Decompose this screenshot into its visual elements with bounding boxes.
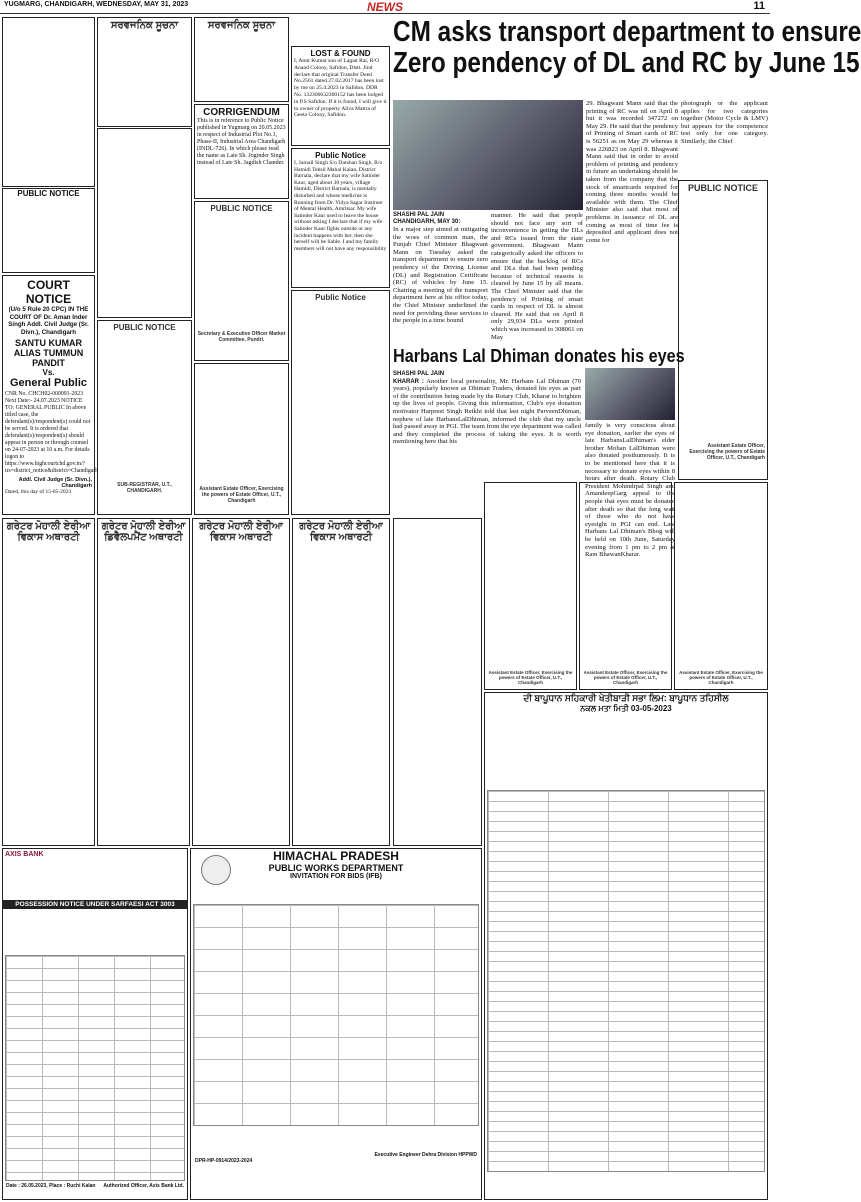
hp-pwd-notice — [190, 848, 482, 1200]
corrigendum — [194, 104, 289, 199]
axis-bank-notice — [2, 848, 188, 1200]
masthead — [0, 0, 770, 14]
court-notice-party: SANTU KUMAR ALIAS TUMMUN PANDIT — [13, 338, 84, 368]
court-notice-vs: Vs. — [42, 368, 55, 377]
second-col-1-text: Another local personality, Mr. Harbans Lal Dhiman (70 years), popularly known as Dhiman Traders, donated his eyes as part of the contribution being made by the Rotary Club, Kharar to brighten up the lives of people. Giving this information, Club's eye donation motivator Harpreet Singh Reikhi told that last night ParveenDhiman, nephew of late HarbansLalDhiman, informed the club that my uncle had passed away in PGI. The team from the eye department was called and they completed the process of taking the eyes. It is worth mentioning here that his — [393, 377, 581, 446]
lost-found-title: LOST & FOUND — [310, 49, 371, 58]
public-notice-right-sign: Assistant Estate Officer, Exercising the powers of Estate Officer, U.T., Chandigarh — [689, 443, 765, 461]
possession-table — [5, 955, 185, 1181]
punjabi-ad-4 — [292, 518, 390, 846]
lead-col-4b-text: Similarly, the Chief — [681, 137, 733, 145]
hp-sub2: INVITATION FOR BIDS (IFB) — [290, 873, 382, 880]
cooperative-sub: ਨਕਲ ਮਤਾ ਮਿਤੀ 03-05-2023 — [580, 704, 672, 713]
punjabi-public-notice-2 — [97, 128, 192, 318]
cooperative-table — [487, 790, 765, 1172]
punjabi-public-notice-4 — [291, 290, 390, 515]
lead-byline-dateline: CHANDIGARH, MAY 30: — [393, 219, 461, 225]
court-notice-title: COURT NOTICE — [25, 278, 72, 306]
court-notice-sign: Addl. Civil Judge (Sr. Divn.), Chandigarh — [18, 477, 92, 489]
second-story-photo — [585, 368, 675, 420]
corrigendum-body: This is in reference to Public Notice published in Yugmarg on 20.05.2023 in respect of Industrial Plot No.1, Phase-II, Industrial Area Chandigarh (INDL-726). In which please read the name as Late Sh. Joginder Singh instead of Late Sh. Jagdish Chander. — [197, 118, 286, 166]
lead-col-2b-text: The Chief Minister said that the pendency of Printing of smart cards in respect of DL is almost cleared. He said that on April 8 only 29,934 DLs were printed which was increased to 308061 on May — [491, 287, 583, 341]
possession-title: POSSESSION NOTICE UNDER SARFAESI ACT 3003 — [3, 900, 187, 909]
punjabi-public-notice-1-title: ਸਰਵਜਨਿਕ ਸੂਚਨਾ — [110, 20, 179, 31]
second-byline-name: SHASHI PAL JAIN — [393, 371, 445, 377]
corrigendum-title: CORRIGENDUM — [203, 107, 280, 118]
punjabi-ad-2-title: ਗਰੇਟਰ ਮੋਹਾਲੀ ਏਰੀਆ ਡਿਵੈਲਪਮੈਂਟ ਅਥਾਰਟੀ — [101, 521, 186, 543]
second-headline: Harbans Lal Dhiman donates his eyes — [393, 346, 685, 366]
court-notice-respondent: General Public — [9, 377, 88, 389]
court-notice-sub: (U/o 5 Rule 20 CPC) IN THE COURT OF Dr. Aman Inder Singh Addl. Civil Judge (Sr. Divn.), Chandigarh — [8, 306, 89, 336]
punjabi-notice-top-left — [2, 17, 95, 187]
punjabi-ad-1-title: ਗਰੇਟਰ ਮੋਹਾਲੀ ਏਰੀਆ ਵਿਕਾਸ ਅਥਾਰਟੀ — [6, 521, 91, 543]
sub-registrar-notice — [97, 320, 192, 515]
lost-found-body: I, Amit Kumar son of Lajpat Rai, R/O Anand Colony, Safidon, Distt. Jind declare that original Transfer Deed No.2561 dated 27.02.2017 has been lost by me on 25.4.2023 in Safidon. DDR No. 132300632300152 has been lodged in P.S Safidon. If it is found, I will give it to owner of property Aliva Mattra of Geeta Colony, Safidon. — [294, 58, 387, 119]
estate-notice-2-sign: Assistant Estate Officer, Exercising the powers of Estate Officer, U.T., Chandigarh — [583, 670, 668, 685]
second-byline-dateline: KHARAR : — [393, 378, 424, 385]
second-col-2 — [585, 422, 675, 559]
lead-col-2-text: manner. He said that people should not face any sort of inconvenience in getting the DLs and RCs issued from the state government. Bhagwant Mann categorically asked the officers to ensure that the backlog of RCs and DLs that had been pending because of technical reasons is cleared by June 15 by all means. — [491, 212, 583, 288]
hp-intro — [191, 880, 481, 902]
hp-notes — [191, 1128, 481, 1152]
market-committee-notice — [194, 201, 289, 361]
hp-sub: PUBLIC WORKS DEPARTMENT — [268, 863, 404, 873]
punjabi-cooperative-notice — [484, 692, 768, 1200]
public-notice-left — [2, 188, 95, 273]
lost-found-notice — [291, 46, 390, 146]
lead-headline-line1: CM asks transport department to ensure — [393, 16, 861, 48]
punjabi-public-notice-3 — [194, 17, 289, 102]
hp-title: HIMACHAL PRADESH — [273, 849, 399, 863]
hp-table — [193, 904, 479, 1126]
lead-headline-line2: Zero pendency of DL and RC by June 15 — [393, 47, 860, 79]
estate-notice-1 — [484, 482, 577, 690]
estate-officer-sign: Assistant Estate Officer, Exercising the powers of Estate Officer, U.T., Chandigarh — [199, 486, 284, 504]
possession-intro — [3, 909, 187, 953]
public-notice-right — [678, 180, 768, 480]
lead-story-photo — [393, 100, 583, 210]
public-notice-mid — [291, 148, 390, 288]
court-notice-body: CNR No. CHCH02-000091-2023 Next Date:- 24.07.2023 NOTICE TO: GENERAL PUBLIC In above titled case, the defendant(s)/respondent(s) could not be served. It is ordered that defendant(s)/respondent(s) should appear in person or through counsel on 24-07-2023 at 10 a.m. For details logon to https://www.highcourtchd.gov.in/?trs=district_notice&district=Chandigarh — [5, 391, 99, 474]
public-notice-right-title: PUBLIC NOTICE — [687, 183, 758, 193]
second-story — [393, 346, 685, 559]
punjabi-public-notice-4-title: Public Notice — [315, 293, 366, 302]
punjabi-article — [393, 518, 482, 846]
possession-sign: Authorized Officer, Axis Bank Ltd. — [103, 1183, 184, 1189]
notice-title: PUBLIC NOTICE — [17, 189, 80, 198]
lead-col-3 — [586, 100, 678, 345]
estate-notice-3-sign: Assistant Estate Officer, Exercising the powers of Estate Officer, U.T., Chandigarh — [679, 670, 763, 685]
page-number: 11 — [753, 0, 765, 12]
edition-line: YUGMARG, CHANDIGARH, WEDNESDAY, MAY 31, 2023 — [4, 1, 189, 8]
market-notice-title: PUBLIC NOTICE — [210, 204, 273, 213]
possession-footer — [3, 1183, 187, 1189]
axis-bank-logo: AXIS BANK — [5, 851, 44, 858]
cooperative-title: ਦੀ ਬਾਪੂਧਾਨ ਸਹਿਕਾਰੀ ਖੇਤੀਬਾੜੀ ਸਭਾ ਲਿਮ: ਬਾਪੂਧਾਨ ਤਹਿਸੀਲ — [523, 693, 729, 703]
court-notice — [2, 275, 99, 515]
punjabi-ad-2 — [97, 518, 190, 846]
public-notice-mid-title: Public Notice — [315, 151, 366, 160]
lead-col-1-text: In a major step aimed at mitigating the woes of common man, the Punjab Chief Minister Bhagwant Mann on Tuesday asked the transport department to ensure zero pendency of the Driving License (DL) and Registration Certificate (RC) of vehicles by June 15. — [393, 226, 488, 287]
lead-col-1b-text: Chairing a meeting of the transport department here at his office today, the Chief Minister underlined the need for providing these services to the people in a time bound — [393, 286, 488, 325]
lead-col-1 — [393, 212, 488, 345]
punjabi-ad-4-title: ਗਰੇਟਰ ਮੋਹਾਲੀ ਏਰੀਆ ਵਿਕਾਸ ਅਥਾਰਟੀ — [299, 521, 383, 543]
public-notice-mid-body: I, Jarnail Singh S/o Darshan Singh, R/o Hamidi Tehsil Mahal Kalan, District Barnala, declare that my wife Satinder Kaur, aged about 30 years, village Hamidi, District Barnala, is mentally disturbed and whose medicine is Running from Dr. Vidya Sagar Institute of Mental Health, Amritsar. My wife Satinder Kaur used to leave the house without asking I declare that if my wife Satinder Kaur fights outside or any incident happens with her, then she herself will be liable. I and my family members will not have any responsibility — [294, 160, 387, 252]
punjabi-public-notice-1 — [97, 17, 192, 127]
cooperative-text — [485, 714, 767, 788]
punjabi-ad-1 — [2, 518, 95, 846]
estate-notice-1-sign: Assistant Estate Officer, Exercising the powers of Estate Officer, U.T., Chandigarh — [488, 670, 573, 685]
estate-officer-notice — [194, 363, 289, 515]
hp-emblem-icon — [201, 855, 231, 885]
possession-date: Date : 26.05.2023, Place : Ruchi Kalan — [6, 1183, 96, 1189]
hp-sign: Executive Engineer Dehra Division HPPWD — [374, 1152, 477, 1158]
lead-col-4-text: photograph or the applicant applies for two categories together (Motor Cycle & LMV) but appears for the competence test only for one category. — [681, 100, 768, 138]
lead-col-3-text: 29. Bhagwant Mann said that the printing of RC was nil on April 8 but it was recorded 347272 on May 29. He said that the pendency of Printing of Smart cards of RC is 56251 as on May 29 whereas it was 226823 on April 8. Bhagwant Mann said that in order to avoid problem of printing and pendency in future an undertaking should be taken from the company that the stock of smartcards required for coming three months would be available with them. — [586, 100, 678, 206]
lead-col-3b-text: The Chief Minister also said that most of problems in issuance of DL are coming as most of time fee is deposited and applicant does not come for — [586, 198, 678, 244]
sub-registrar-sign: SUB-REGISTRAR, U.T., CHANDIGARH. — [117, 482, 172, 494]
lead-col-2 — [491, 212, 583, 345]
estate-notice-3 — [674, 482, 768, 690]
second-col-1 — [393, 370, 581, 478]
lead-byline-name: SHASHI PAL JAIN — [393, 212, 445, 218]
hp-footer: DPR-HP-0914/2023-2024 — [195, 1158, 253, 1164]
court-notice-date: Dated, this day of 15-05-2023 — [5, 489, 72, 495]
estate-notice-2 — [579, 482, 672, 690]
lead-col-4 — [681, 100, 768, 145]
punjabi-ad-3-title: ਗਰੇਟਰ ਮੋਹਾਲੀ ਏਰੀਆ ਵਿਕਾਸ ਅਥਾਰਟੀ — [199, 521, 283, 543]
market-committee-sign: Secretary & Executive Officer Market Committee, Pundri. — [197, 331, 286, 343]
sub-registrar-title: PUBLIC NOTICE — [113, 323, 176, 332]
punjabi-ad-3 — [192, 518, 290, 846]
section-label: NEWS — [367, 0, 403, 14]
axis-bank-address — [3, 860, 187, 900]
punjabi-public-notice-3-title: ਸਰਵਜਨਿਕ ਸੂਚਨਾ — [207, 20, 276, 31]
second-col-2-text: family is very conscious about eye donation, earlier the eyes of late HarbansLalDhiman's elder brother Mohan LalDhiman were also donated posthumously. It is to be mentioned here that it is necessary to donate eyes within 8 hours after death. Rotary Club President Mohindrpal Singh and AmandeepGarg appeal to the people that eyes must be donated after death so that the long wait of those who do not have eyesight in PGI can end. Late Harbans Lal Dhiman's Bhog will be held on 10th June, Saturday evening from 1 pm to 2 pm at Ram BhawanKharar. — [585, 422, 675, 559]
